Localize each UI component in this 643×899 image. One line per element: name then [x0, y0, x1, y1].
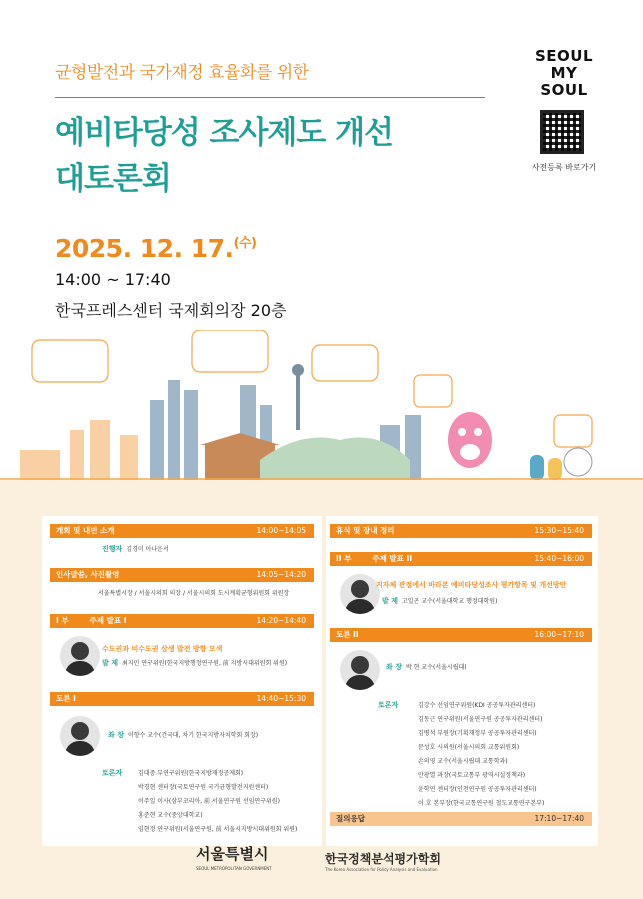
panel2-item: 김병석 부원장(기획재정부 공공투자관리센터) — [418, 730, 537, 737]
qa-title: 질의응답 — [336, 814, 365, 823]
part1-topic: 수도권과 비수도권 상생 발전 방향 모색 — [102, 645, 223, 653]
logo-line-2: MY SOUL — [540, 64, 588, 99]
discussion1-chair — [108, 730, 258, 740]
divider — [55, 97, 485, 98]
part1-person: 최지민 연구위원(한국지방행정연구원, 前 지방시대위원회 위원) — [121, 660, 288, 667]
break-time: 15:30~15:40 — [534, 526, 584, 535]
presenter1-photo — [60, 636, 100, 676]
event-date — [55, 232, 257, 263]
break-bar — [330, 524, 592, 538]
opening-title: 개회 및 내빈 소개 — [56, 526, 115, 535]
panel2-item: 윤학연 센터장(인천연구원 공공투자관리센터) — [418, 786, 537, 793]
discussion1-time: 14:40~15:30 — [256, 694, 306, 703]
mascot-illustration — [448, 412, 592, 480]
event-venue: 한국프레스센터 국제회의장 20층 — [55, 301, 287, 320]
greetings-time: 14:05~14:20 — [256, 570, 306, 579]
panel2-item: 이 호 본부장(한국교통연구원 철도교통연구본부) — [418, 800, 545, 807]
greetings-title: 인사말씀, 사진촬영 — [56, 570, 120, 579]
panel2-role: 토론자 — [378, 701, 399, 709]
panel2-item: 안광열 과장(국토교통부 광역시설정책과) — [418, 772, 526, 779]
chair1-photo — [60, 716, 100, 756]
org1-sub: SEOUL METROPOLITAN GOVERNMENT — [196, 866, 272, 871]
program-right-card — [326, 516, 598, 846]
opening-time: 14:00~14:05 — [256, 526, 306, 535]
org2-name: 한국정책분석평가학회 — [325, 852, 441, 866]
break-title: 휴식 및 장내 정리 — [336, 526, 395, 535]
seoul-government-logo — [196, 843, 272, 871]
seoul-my-soul-logo — [530, 48, 598, 99]
chair2-person: 박 현 교수(서울시립대) — [405, 664, 467, 671]
opening-line — [102, 544, 169, 554]
part1-presenter — [102, 658, 287, 668]
part2-role: 발 제 — [382, 597, 398, 605]
panel2-item: 김동근 연구위원(서울연구원 공공투자관리센터) — [418, 716, 543, 723]
part2-label: II 부 — [336, 554, 352, 563]
part1-title: 주제 발표 I — [89, 616, 127, 625]
opening-bar — [50, 524, 314, 538]
presenter2-photo — [340, 574, 380, 614]
city-skyline-illustration — [0, 330, 643, 480]
part2-presenter — [382, 596, 497, 606]
qr-code[interactable] — [540, 110, 584, 154]
org2-sub: The Korea Association for Policy Analysis and Evaluation — [325, 867, 438, 872]
logo-line-1: SEOUL — [534, 47, 594, 65]
qa-bar — [330, 812, 592, 826]
part1-label: I 부 — [56, 616, 69, 625]
program-left-card — [42, 516, 322, 846]
weekday: (수) — [233, 236, 257, 251]
event-title — [55, 110, 393, 202]
qa-time: 17:10~17:40 — [534, 814, 584, 823]
panel1-item: 이주일 이사(삼부코리아, 前 서울연구원 선임연구위원) — [138, 798, 280, 805]
discussion2-chair — [386, 662, 467, 672]
panel1-item: 박경현 센터장(국토연구원 국가균형발전지원센터) — [138, 784, 269, 791]
part1-role: 발 제 — [102, 659, 118, 667]
part2-person: 고일곤 교수(서울대학교 행정대학원) — [401, 598, 498, 605]
part1-bar — [50, 614, 314, 628]
panel1-item: 김대중 부연구위원(한국지방재정공제회) — [138, 770, 244, 777]
panel2-item: 문성호 시의원(서울시의회 교통위원회) — [418, 744, 520, 751]
discussion1-title: 토론 I — [56, 694, 76, 703]
event-subtitle: 균형발전과 국가재정 효율화를 위한 — [55, 63, 309, 83]
chair1-role: 좌 장 — [108, 731, 124, 739]
chair2-photo — [340, 650, 380, 690]
part2-topic: 지자체 관점에서 바라본 예비타당성조사 평가항목 및 개선방안 — [376, 581, 567, 589]
chair2-role: 좌 장 — [386, 663, 402, 671]
discussion2-title: 토론 II — [336, 630, 359, 639]
panel1-item: 홍준현 교수(중앙대학교) — [138, 812, 203, 819]
title-line-1: 예비타당성 조사제도 개선 — [55, 115, 393, 151]
greetings-bar — [50, 568, 314, 582]
discussion1-bar — [50, 692, 314, 706]
opening-role: 진행자 — [102, 545, 123, 553]
chair1-person: 이향수 교수(건국대, 차기 한국지방자치학회 회장) — [127, 732, 259, 739]
kapae-logo — [325, 850, 441, 872]
discussion2-time: 16:00~17:10 — [534, 630, 584, 639]
panel1-item: 임현정 연구위원(서울연구원, 前 서울시지방시대위원회 위원) — [138, 826, 298, 833]
panel2-item: 손의영 교수(서울시립대 교통학과) — [418, 758, 508, 765]
part1-time: 14:20~14:40 — [256, 616, 306, 625]
panel2-item: 김강수 선임연구위원(KDI 공공투자관리센터) — [418, 702, 536, 709]
qr-label: 사전등록 바로가기 — [531, 163, 597, 172]
org1-name: 서울특별시 — [196, 845, 269, 863]
part2-title: 주제 발표 II — [372, 554, 413, 563]
opening-person: 김경미 아나운서 — [126, 546, 169, 553]
title-line-2: 대토론회 — [55, 161, 171, 197]
greetings-line: 서울특별시장 / 서울시의회 의장 / 서울시의회 도시계획균형위원회 위원장 — [98, 590, 290, 597]
event-time: 14:00 ~ 17:40 — [55, 270, 171, 289]
discussion2-bar — [330, 628, 592, 642]
panel1-role: 토론자 — [102, 769, 123, 777]
part2-bar — [330, 552, 592, 566]
date-text: 2025. 12. 17. — [55, 234, 234, 263]
part2-time: 15:40~16:00 — [534, 554, 584, 563]
